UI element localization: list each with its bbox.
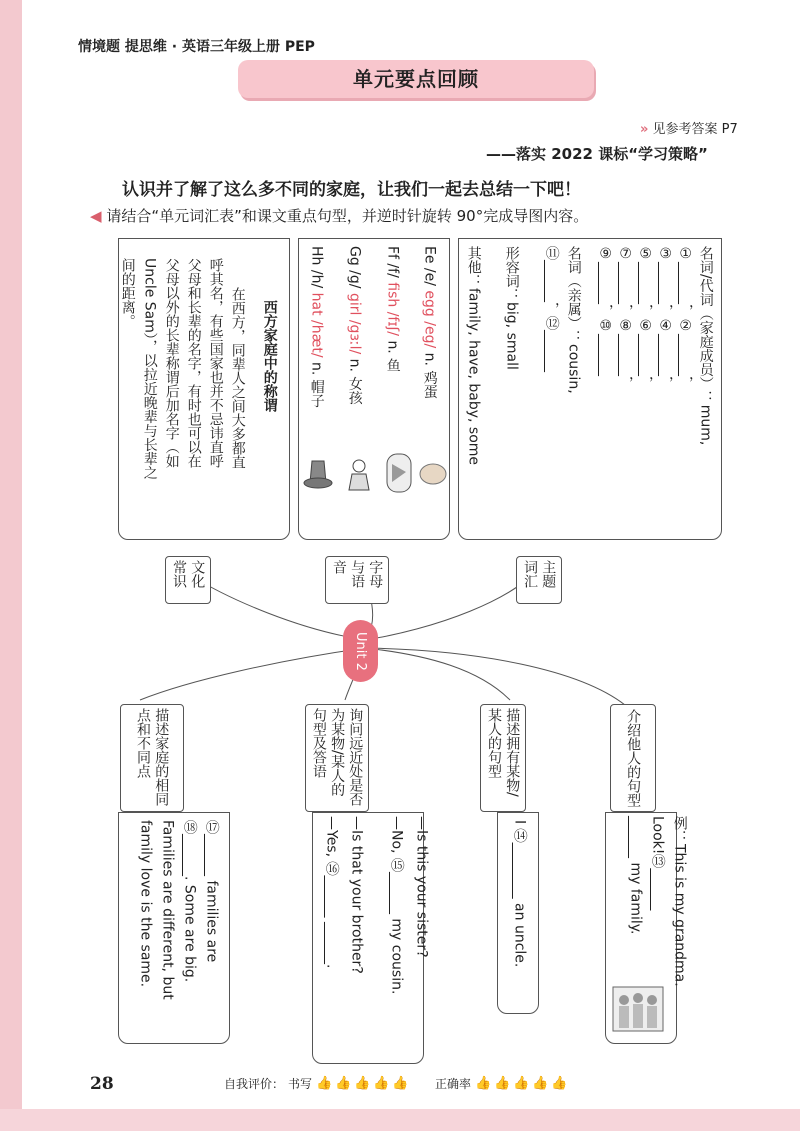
instruction-text: 请结合“单元词汇表”和课文重点句型，并逆时针旋转 90°完成导图内容。 bbox=[106, 207, 589, 225]
culture-line-3: 父母和长辈的名字，有时也可以在 bbox=[185, 258, 202, 468]
self-evaluation bbox=[224, 1075, 566, 1092]
introduce-example: 例：This is my grandma. bbox=[671, 816, 688, 987]
describe-line-3: Families are different, but bbox=[159, 820, 176, 1000]
answer-reference-text: 见参考答案 P7 bbox=[652, 122, 738, 137]
phonics-g: Gg /g/ girl /gɜːl/ n. 女孩 bbox=[346, 246, 363, 405]
phonics-f: Ff /f/ fish /fɪʃ/ n. 鱼 bbox=[384, 246, 401, 373]
asking-q2: —Is that your brother? bbox=[348, 816, 365, 974]
label-phonics: 字母与语音 bbox=[325, 556, 389, 604]
possession-sentence: I ⑭________ an uncle. bbox=[511, 820, 528, 968]
self-eval-label: 自我评价： bbox=[224, 1077, 285, 1091]
phonics-h: Hh /h/ hat /hæt/ n. 帽子 bbox=[308, 246, 325, 408]
answer-reference bbox=[640, 118, 738, 137]
thumbs-up-icon[interactable]: 👍 bbox=[532, 1076, 549, 1091]
culture-line-4: 父母以外的长辈称谓后加名字（如 bbox=[163, 258, 180, 468]
culture-line-2: 呼其名，有些国家也并不忌讳直呼 bbox=[207, 258, 224, 468]
vocab-row-2: ③______，④______， bbox=[657, 246, 674, 390]
branch-line-describe bbox=[140, 648, 365, 700]
thumbs-up-icon[interactable]: 👍 bbox=[551, 1076, 568, 1091]
mindmap-lines bbox=[100, 520, 720, 720]
label-introduce: 介绍他人的句型 bbox=[610, 704, 656, 812]
vocab-row-3: ⑤______，⑥______， bbox=[637, 246, 654, 390]
vocab-adjectives: 形容词：big, small bbox=[503, 246, 520, 370]
vocab-nouns-title: 名词/代词（家庭成员）：mum, bbox=[697, 246, 714, 446]
thumbs-up-icon[interactable]: 👍 bbox=[392, 1076, 409, 1091]
hat-icon bbox=[302, 455, 334, 493]
introduce-tail: ______ my family. bbox=[627, 816, 644, 935]
megaphone-icon: ◀ bbox=[90, 207, 102, 225]
fish-icon bbox=[384, 452, 414, 494]
asking-q1: —Is this your sister? bbox=[413, 816, 430, 958]
asking-a2: —Yes, ⑯______ ______. bbox=[323, 816, 340, 969]
culture-line-5: Uncle Sam），以拉近晚辈与长辈之 bbox=[141, 258, 158, 480]
vocab-others: 其他：family, have, baby, some bbox=[465, 246, 482, 466]
vocab-row-5: ⑨______，⑩______ bbox=[597, 246, 614, 376]
vocab-row-1: ①______，②______， bbox=[677, 246, 694, 390]
thumbs-up-icon[interactable]: 👍 bbox=[354, 1076, 371, 1091]
vocab-relatives: 名词（亲属）：cousin, bbox=[565, 246, 582, 394]
writing-label: 书写 bbox=[288, 1077, 313, 1091]
family-photo-icon bbox=[612, 986, 664, 1032]
describe-line-1: ⑰______ families are bbox=[203, 820, 220, 963]
page-edge-bottom bbox=[0, 1109, 800, 1131]
instruction bbox=[90, 205, 588, 226]
thumbs-up-icon[interactable]: 👍 bbox=[475, 1076, 492, 1091]
describe-line-4: family love is the same. bbox=[137, 820, 154, 988]
subtitle: ——落实 2022 课标“学习策略” bbox=[486, 145, 708, 163]
label-vocab: 主题词汇 bbox=[516, 556, 562, 604]
phonics-e: Ee /e/ egg /eg/ n. 鸡蛋 bbox=[421, 246, 438, 399]
label-asking: 询问远近处是否为某物/某人的句型及答语 bbox=[305, 704, 369, 812]
culture-line-1: 在西方，同辈人之间大多都直 bbox=[229, 287, 246, 469]
girl-icon bbox=[346, 458, 372, 492]
label-possession: 描述拥有某物/某人的句型 bbox=[480, 704, 526, 812]
describe-line-2: ⑱______. Some are big. bbox=[181, 820, 198, 983]
thumbs-up-icon[interactable]: 👍 bbox=[513, 1076, 530, 1091]
branch-line-possession bbox=[365, 648, 510, 700]
vocab-row-4: ⑦______，⑧______， bbox=[617, 246, 634, 390]
accuracy-label: 正确率 bbox=[435, 1077, 472, 1091]
culture-title: 西方家庭中的称谓 bbox=[261, 300, 278, 412]
page-edge-left bbox=[0, 0, 22, 1131]
intro-text: 认识并了解了这么多不同的家庭，让我们一起去总结一下吧！ bbox=[122, 180, 581, 200]
branch-line-introduce bbox=[365, 648, 625, 705]
thumbs-up-icon[interactable]: 👍 bbox=[335, 1076, 352, 1091]
vocab-relatives-blanks: ⑪______，⑫______ bbox=[543, 246, 560, 372]
page-title: 单元要点回顾 bbox=[238, 60, 594, 98]
label-culture: 文化常识 bbox=[165, 556, 211, 604]
unit-center-cloud: Unit 2 bbox=[343, 620, 378, 682]
book-header: 情境题 提思维 · 英语三年级上册 PEP bbox=[78, 39, 315, 55]
egg-icon bbox=[418, 460, 448, 488]
thumbs-up-icon[interactable]: 👍 bbox=[316, 1076, 333, 1091]
page-number: 28 bbox=[90, 1074, 114, 1094]
thumbs-up-icon[interactable]: 👍 bbox=[494, 1076, 511, 1091]
culture-line-6: 间的距离。 bbox=[119, 258, 136, 328]
double-arrow-icon: » bbox=[640, 122, 649, 137]
label-describe: 描述家庭的相同点和不同点 bbox=[120, 704, 184, 812]
introduce-look: Look!⑬______ bbox=[649, 816, 666, 911]
asking-a1: —No, ⑮______ my cousin. bbox=[388, 816, 405, 995]
thumbs-up-icon[interactable]: 👍 bbox=[373, 1076, 390, 1091]
